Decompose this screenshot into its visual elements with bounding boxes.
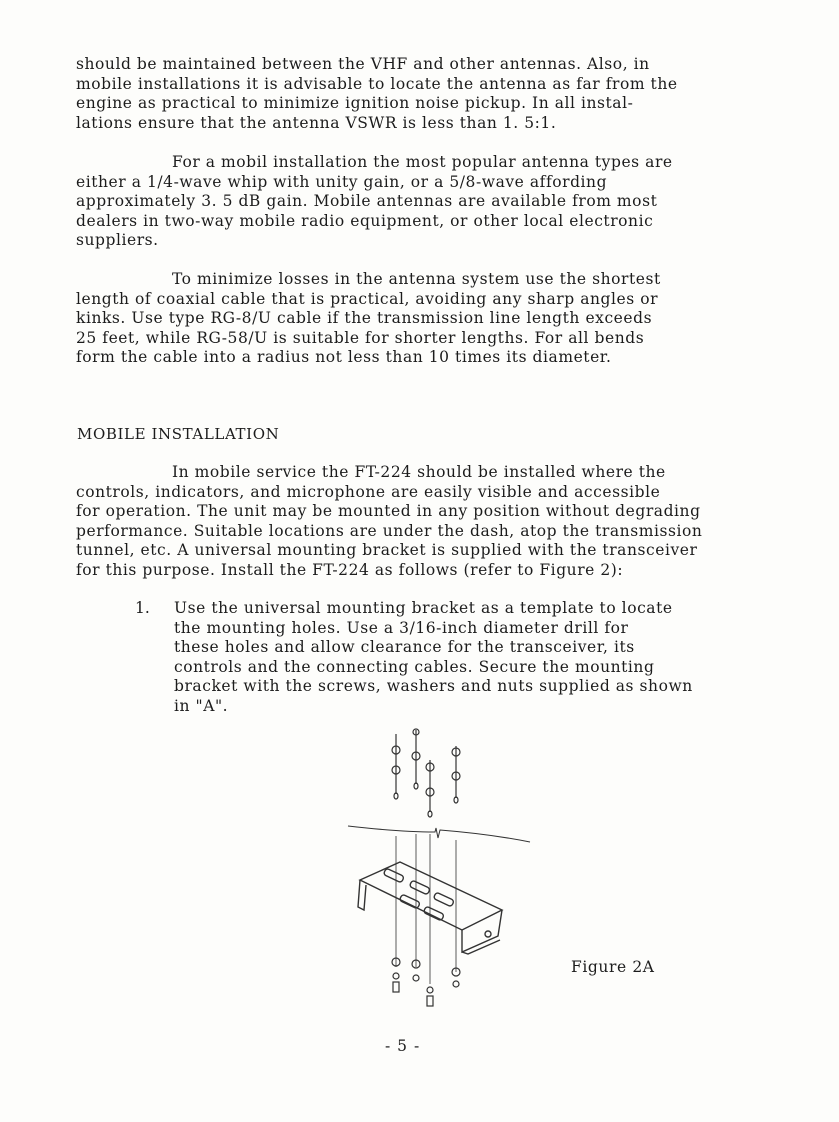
step-number: 1.	[135, 599, 150, 617]
paragraph-2-line: suppliers.	[76, 231, 159, 249]
step-line: in "A".	[174, 697, 229, 715]
figure-caption: Figure 2A	[571, 958, 655, 976]
step-line: Use the universal mounting bracket as a template to locate	[174, 599, 673, 617]
paragraph-3-line: form the cable into a radius not less than 10 times its diameter.	[76, 348, 612, 366]
paragraph-2-line: approximately 3. 5 dB gain. Mobile antennas are available from most	[76, 192, 658, 210]
paragraph-3-line: kinks. Use type RG-8/U cable if the transmission line length exceeds	[76, 309, 653, 327]
section-paragraph-line: performance. Suitable locations are under the dash, atop the transmission	[76, 522, 703, 540]
step-line: bracket with the screws, washers and nuts supplied as shown	[174, 677, 693, 695]
paragraph-2-line: For a mobil installation the most popular antenna types are	[172, 153, 673, 171]
section-heading: MOBILE INSTALLATION	[77, 425, 280, 443]
dashboard-edge	[348, 826, 530, 842]
upper-screw	[412, 729, 420, 789]
paragraph-3-line: To minimize losses in the antenna system use the shortest	[172, 270, 661, 288]
section-paragraph-line: for operation. The unit may be mounted in any position without degrading	[76, 502, 701, 520]
paragraph-1-line: lations ensure that the antenna VSWR is less than 1. 5:1.	[76, 114, 557, 132]
upper-screw	[392, 734, 400, 799]
paragraph-1-line: engine as practical to minimize ignition noise pickup. In all instal-	[76, 94, 634, 112]
paragraph-3-line: 25 feet, while RG-58/U is suitable for shorter lengths. For all bends	[76, 329, 645, 347]
step-line: controls and the connecting cables. Secure the mounting	[174, 658, 655, 676]
upper-screw	[426, 760, 434, 817]
section-paragraph-line: controls, indicators, and microphone are easily visible and accessible	[76, 483, 661, 501]
paragraph-2-line: either a 1/4-wave whip with unity gain, or a 5/8-wave affording	[76, 173, 608, 191]
mounting-bracket-figure	[340, 722, 540, 1012]
paragraph-1-line: mobile installations it is advisable to locate the antenna as far from the	[76, 75, 678, 93]
section-paragraph-line: tunnel, etc. A universal mounting bracket is supplied with the transceiver	[76, 541, 698, 559]
step-line: these holes and allow clearance for the transceiver, its	[174, 638, 635, 656]
section-paragraph-line: In mobile service the FT-224 should be installed where the	[172, 463, 666, 481]
page-number: - 5 -	[385, 1037, 421, 1055]
step-line: the mounting holes. Use a 3/16-inch diameter drill for	[174, 619, 629, 637]
section-paragraph-line: for this purpose. Install the FT-224 as follows (refer to Figure 2):	[76, 561, 624, 579]
lower-bolt	[427, 987, 433, 1006]
paragraph-1-line: should be maintained between the VHF and other antennas. Also, in	[76, 55, 650, 73]
upper-screw	[452, 746, 460, 803]
paragraph-3-line: length of coaxial cable that is practical, avoiding any sharp angles or	[76, 290, 659, 308]
paragraph-2-line: dealers in two-way mobile radio equipment, or other local electronic	[76, 212, 654, 230]
